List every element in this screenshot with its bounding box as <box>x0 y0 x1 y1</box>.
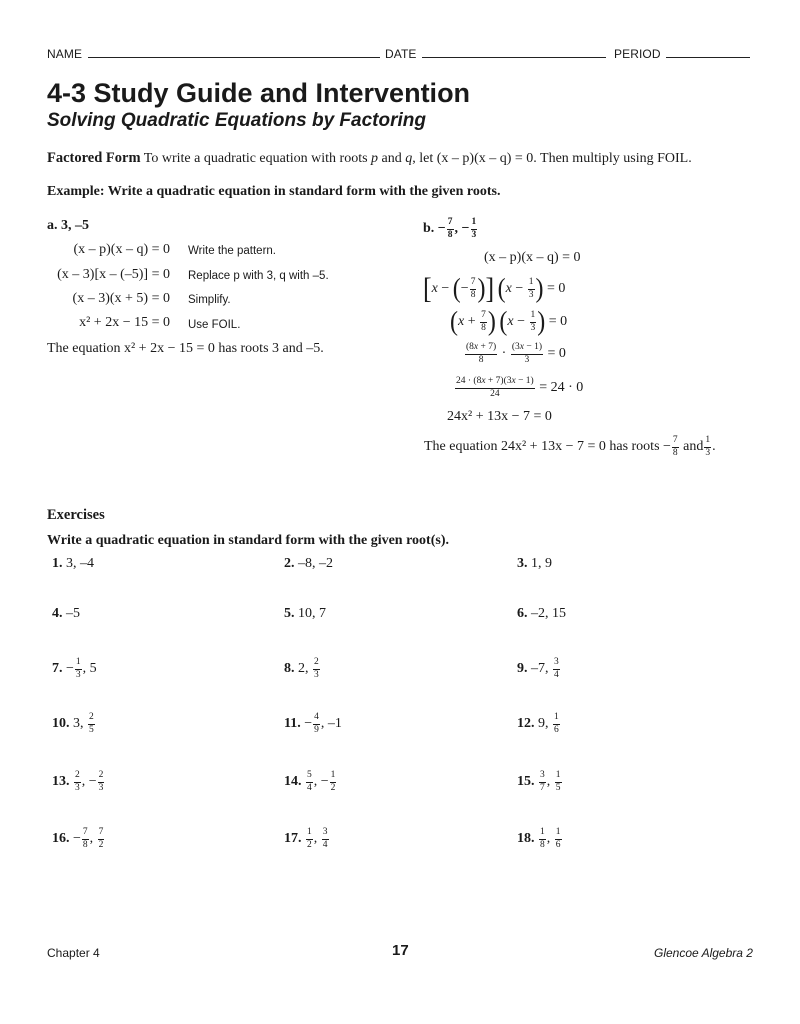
exercise-roots: 3, –4 <box>66 556 94 571</box>
exercise-roots-prefix: − <box>73 831 81 847</box>
exercise-item <box>284 556 333 572</box>
factored-form-label: Factored Form <box>47 150 141 166</box>
exercise-item <box>284 658 321 680</box>
period-field-label <box>614 46 750 61</box>
exercise-item <box>52 606 80 622</box>
exercise-item <box>517 828 563 850</box>
example-b-label <box>423 218 478 240</box>
exercise-root-fraction: $\frac{3}{4}$ <box>322 827 328 850</box>
example-b-conclusion-prefix: The equation 24x² + 13x − 7 = 0 has roots − <box>424 439 671 455</box>
exercise-item <box>517 658 561 680</box>
period-blank[interactable] <box>666 46 750 58</box>
exercise-number: 6. <box>517 606 528 621</box>
exercise-roots-separator: , − <box>81 774 97 790</box>
exercise-item <box>52 828 105 850</box>
exercise-roots: –5 <box>66 606 80 621</box>
exercise-item <box>284 606 326 622</box>
example-a-note-4: Use FOIL. <box>188 319 241 331</box>
exercise-number: 11. <box>284 716 301 732</box>
exercise-root-fraction: $\frac{1}{6}$ <box>554 712 559 735</box>
date-blank[interactable] <box>422 46 606 58</box>
exercise-number: 17. <box>284 831 302 847</box>
exercise-roots-separator: , <box>89 831 97 847</box>
example-b-step-5: $\frac{24 \cdot (8x + 7)(3x - 1)}{24}$ = 24 · 0 <box>456 376 584 399</box>
exercise-root-fraction: $\frac{7}{2}$ <box>98 827 104 850</box>
exercise-number: 10. <box>52 716 70 732</box>
factored-form-text-1: To write a quadratic equation with roots <box>143 151 368 166</box>
exercise-roots-prefix: − <box>66 661 74 677</box>
name-blank[interactable] <box>88 46 380 58</box>
exercise-roots-suffix: , –1 <box>320 716 342 732</box>
exercise-roots-prefix: –7, <box>531 661 552 677</box>
factored-form-text-2: , let (x – p)(x – q) = 0. Then multiply using FOIL. <box>412 151 692 166</box>
exercise-roots: –2, 15 <box>531 606 566 621</box>
exercise-item <box>284 713 342 735</box>
exercise-item <box>52 771 105 793</box>
example-a-step-1 <box>72 242 170 258</box>
exercises-instruction: Write a quadratic equation in standard form with the given root(s). <box>47 533 449 548</box>
exercise-item <box>517 713 561 735</box>
exercise-item <box>52 556 94 572</box>
example-a-step-4 <box>52 315 170 331</box>
exercise-root-fraction: $\frac{3}{4}$ <box>554 657 559 680</box>
exercise-number: 9. <box>517 661 528 677</box>
date-field-label <box>385 46 606 61</box>
exercise-root-fraction: $\frac{1}{2}$ <box>330 770 336 793</box>
exercise-root-fraction: $\frac{2}{3}$ <box>98 770 104 793</box>
name-field-label <box>47 46 380 61</box>
exercise-number: 15. <box>517 774 535 790</box>
example-a-step-2 <box>52 267 170 283</box>
example-b-step-2: [x − (− $\frac{7}{8}$ )] (x − $\frac{1}{3}$ ) = 0 <box>423 271 566 306</box>
exercise-number: 16. <box>52 831 70 847</box>
exercise-number: 3. <box>517 556 528 571</box>
example-a-step-1-eq: (x – p)(x – q) = 0 <box>73 242 170 257</box>
factored-form-and: and <box>381 151 402 166</box>
exercise-number: 18. <box>517 831 535 847</box>
page-title: 4-3 Study Guide and Intervention <box>47 78 471 108</box>
exercise-root-fraction: $\frac{4}{9}$ <box>314 712 319 735</box>
exercise-root-fraction: $\frac{1}{6}$ <box>555 827 561 850</box>
exercise-roots: 10, 7 <box>298 606 326 621</box>
example-a-note-2: Replace p with 3, q with –5. <box>188 270 329 282</box>
exercise-roots-separator: , <box>546 831 554 847</box>
footer-book-title: Glencoe Algebra 2 <box>654 946 753 960</box>
example-b-root-2: $\frac{1}{3}$ <box>471 217 477 240</box>
exercise-roots-prefix: − <box>304 716 313 732</box>
exercise-item <box>52 713 96 735</box>
exercise-roots-suffix: , 5 <box>82 661 97 677</box>
exercise-root-fraction: $\frac{2}{3}$ <box>314 657 319 680</box>
exercise-roots-separator: , − <box>313 774 329 790</box>
footer-page-number: 17 <box>392 942 409 959</box>
exercise-item <box>52 658 97 680</box>
example-b-label-sep: , − <box>454 221 470 237</box>
exercise-number: 13. <box>52 774 70 790</box>
exercise-number: 7. <box>52 661 63 677</box>
exercise-root-fraction: $\frac{1}{8}$ <box>540 827 545 850</box>
example-b-root-1: $\frac{7}{8}$ <box>447 217 453 240</box>
exercise-number: 4. <box>52 606 63 621</box>
exercise-root-fraction: $\frac{1}{3}$ <box>75 657 81 680</box>
exercise-root-fraction: $\frac{2}{3}$ <box>75 770 80 793</box>
example-a-conclusion: The equation x² + 2x − 15 = 0 has roots 3 and –5. <box>47 341 324 356</box>
example-b-step-3: (x + $\frac{7}{8}$ ) (x − $\frac{1}{3}$ ) = 0 <box>450 307 568 337</box>
exercise-root-fraction: $\frac{7}{8}$ <box>82 827 88 850</box>
exercise-number: 14. <box>284 774 302 790</box>
example-b-label-prefix: b. − <box>423 221 446 237</box>
exercise-root-fraction: $\frac{5}{4}$ <box>307 770 312 793</box>
exercise-item <box>284 771 337 793</box>
example-a-step-2-eq: (x – 3)[x – (–5)] = 0 <box>57 267 170 282</box>
example-b-conclusion-end: . <box>712 439 716 455</box>
date-label: DATE <box>385 47 417 61</box>
example-a-note-3: Simplify. <box>188 294 231 306</box>
exercise-root-fraction: $\frac{1}{5}$ <box>555 770 561 793</box>
example-heading: Example: Write a quadratic equation in standard form with the given roots. <box>47 184 501 199</box>
example-a-step-3 <box>62 291 170 307</box>
page-subtitle: Solving Quadratic Equations by Factoring <box>47 110 426 131</box>
footer-chapter: Chapter 4 <box>47 946 100 960</box>
exercise-roots-prefix: 9, <box>538 716 552 732</box>
exercise-roots-separator: , <box>313 831 321 847</box>
example-a-note-1: Write the pattern. <box>188 245 276 257</box>
exercises-heading: Exercises <box>47 507 105 523</box>
example-b-conclusion: The equation 24x² + 13x − 7 = 0 has roots − $\frac{7}{8}$ and $\frac{1}{3}$ . <box>424 435 716 458</box>
exercise-roots-prefix: 3, <box>73 716 87 732</box>
exercise-number: 1. <box>52 556 63 571</box>
example-a-step-3-eq: (x – 3)(x + 5) = 0 <box>72 291 170 306</box>
example-b-conclusion-and: and <box>683 439 704 455</box>
example-b-step-4: $\frac{(8x + 7)}{8}$ · $\frac{(3x - 1)}{3}$ = 0 <box>466 342 566 365</box>
exercise-root-fraction: $\frac{2}{5}$ <box>89 712 94 735</box>
exercise-item <box>517 556 552 572</box>
exercise-roots-separator: , <box>546 774 554 790</box>
exercise-roots: 1, 9 <box>531 556 552 571</box>
example-b-step-6: 24x² + 13x − 7 = 0 <box>447 409 552 424</box>
exercise-item <box>284 828 330 850</box>
period-label: PERIOD <box>614 47 661 61</box>
example-b-step-1: (x – p)(x – q) = 0 <box>484 250 581 265</box>
name-label: NAME <box>47 47 83 61</box>
factored-form-p: p <box>371 151 379 166</box>
exercise-root-fraction: $\frac{1}{2}$ <box>307 827 312 850</box>
exercise-root-fraction: $\frac{3}{7}$ <box>540 770 545 793</box>
factored-form-q: q <box>405 151 413 166</box>
factored-form-paragraph <box>47 150 692 167</box>
exercise-number: 12. <box>517 716 535 732</box>
example-a-step-4-eq: x² + 2x − 15 = 0 <box>79 315 170 330</box>
exercise-item <box>517 771 563 793</box>
exercise-number: 5. <box>284 606 295 621</box>
exercise-number: 8. <box>284 661 295 677</box>
exercise-item <box>517 606 566 622</box>
exercise-roots-prefix: 2, <box>298 661 312 677</box>
example-a-label: a. 3, –5 <box>47 218 89 233</box>
exercise-roots: –8, –2 <box>298 556 333 571</box>
exercise-number: 2. <box>284 556 295 571</box>
